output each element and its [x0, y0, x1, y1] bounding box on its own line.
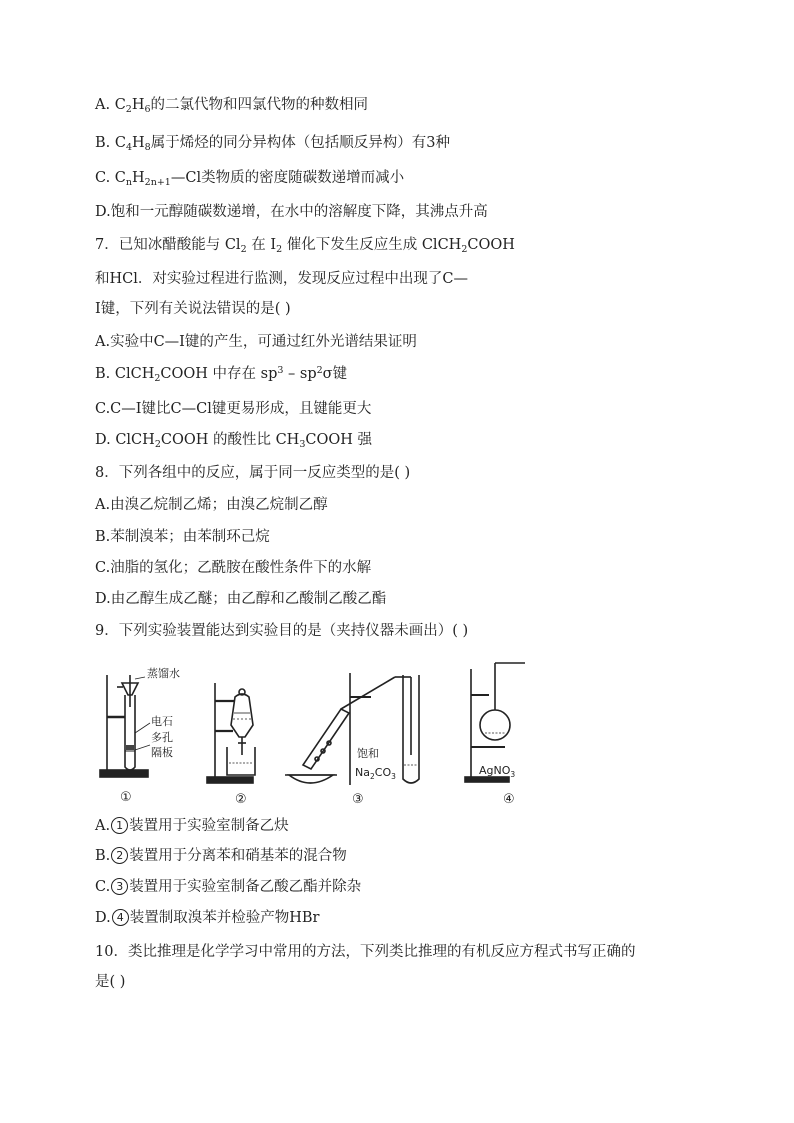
q6-option-c: C. $C_nH_{2n+1}—Cl$类物质的密度随碳数递增而减小	[95, 170, 405, 188]
q8-option-a: A.由溴乙烷制乙烯；由溴乙烷制乙醇	[95, 497, 328, 513]
q7-option-b: B. ClCH$_2$COOH 中存在 $sp^3 - sp^2\sigma$键	[95, 365, 348, 384]
q10-stem-line1: 10．类比推理是化学学习中常用的方法，下列类比推理的有机反应方程式书写正确的	[95, 944, 636, 960]
q9-stem: 9．下列实验装置能达到实验目的是（夹持仪器未画出）( )	[95, 623, 469, 639]
apparatus-number-1: ①	[120, 790, 132, 805]
circled-number-1: 1	[111, 817, 128, 834]
apparatus-number-2: ②	[235, 792, 247, 807]
q9-option-b: B. 2 装置用于分离苯和硝基苯的混合物	[95, 848, 347, 864]
apparatus-number-4: ④	[503, 792, 515, 807]
q8-option-c: C.油脂的氢化；乙酰胺在酸性条件下的水解	[95, 560, 372, 576]
apparatus-number-3: ③	[352, 792, 364, 807]
label-agno3: AgNO$_3$	[479, 764, 516, 779]
label-distilled-water: 蒸馏水	[147, 667, 180, 680]
q9-option-a: A. 1 装置用于实验室制备乙炔	[95, 818, 289, 834]
q7-stem-line3: I键，下列有关说法错误的是( )	[95, 301, 291, 317]
apparatus-figure	[95, 655, 525, 810]
q7-option-a: A.实验中C—I键的产生，可通过红外光谱结果证明	[95, 334, 417, 350]
q9-option-d: D. 4 装置制取溴苯并检验产物HBr	[95, 910, 320, 926]
q8-stem: 8．下列各组中的反应，属于同一反应类型的是( )	[95, 465, 411, 481]
apparatus-drawing	[95, 655, 525, 810]
q8-option-d: D.由乙醇生成乙醚；由乙醇和乙酸制乙酸乙酯	[95, 591, 387, 607]
q7-stem-line1: 7．已知冰醋酸能与 $Cl_2$ 在 $I_2$ 催化下发生反应生成 ClCH$_2$COOH	[95, 237, 515, 255]
apparatus-2	[207, 683, 255, 783]
circled-number-4: 4	[112, 909, 129, 926]
q10-stem-line2: 是( )	[95, 974, 126, 990]
q7-stem-line2: 和HCl．对实验过程进行监测，发现反应过程中出现了C—	[95, 271, 468, 287]
q6-option-d: D.饱和一元醇随碳数递增，在水中的溶解度下降，其沸点升高	[95, 204, 488, 220]
label-na2co3: $Na_2CO_3$	[355, 766, 396, 781]
label-calcium-carbide: 电石	[151, 715, 173, 728]
q7-option-c: C.C—I键比C—Cl键更易形成，且键能更大	[95, 401, 372, 417]
label-porous-1: 多孔	[151, 731, 173, 744]
q8-option-b: B.苯制溴苯；由苯制环己烷	[95, 529, 270, 545]
apparatus-3	[285, 673, 419, 785]
q9-option-c: C. 3 装置用于实验室制备乙酸乙酯并除杂	[95, 879, 362, 895]
circled-number-3: 3	[111, 878, 128, 895]
circled-number-2: 2	[111, 847, 128, 864]
q6-option-b: B. $C_4H_8$属于烯烃的同分异构体（包括顺反异构）有3种	[95, 135, 450, 153]
apparatus-1	[100, 675, 150, 777]
q7-option-d: D. ClCH$_2$COOH 的酸性比 $CH_3COOH$ 强	[95, 432, 373, 450]
q6-option-a: A. $C_2H_6$的二氯代物和四氯代物的种数相同	[95, 97, 369, 115]
label-saturated: 饱和	[357, 747, 379, 760]
label-porous-2: 隔板	[151, 746, 173, 759]
